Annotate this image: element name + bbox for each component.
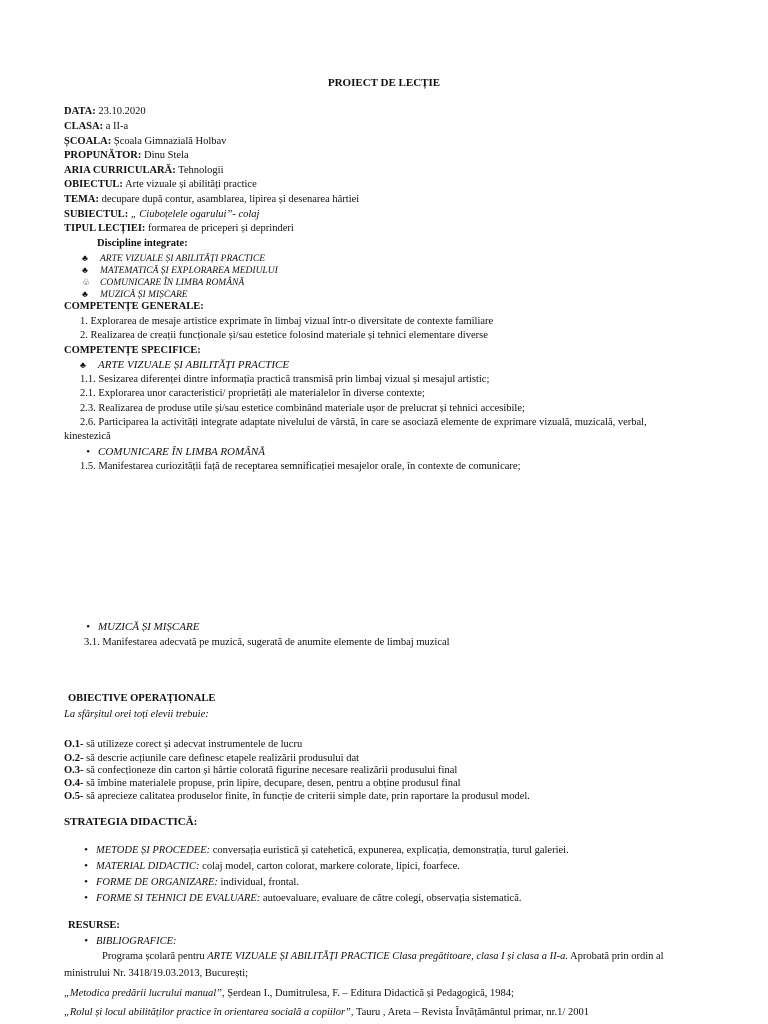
- club-icon: ♣: [82, 253, 88, 263]
- field-scoala: [64, 135, 226, 149]
- field-label: OBIECTUL:: [64, 179, 123, 190]
- strategy-item: • METODE ȘI PROCEDEE: conversația euristică și catehetică, expunerea, explicația, demonstrația, turul galeriei.: [76, 843, 569, 858]
- field-value: Tehnologii: [178, 165, 224, 176]
- bibliography-entry: „Rolul și locul abilităților practice în orientarea socială a copiilor”, Tauru , Areta – Revista Învățământul primar, nr.1/ 2001: [64, 1007, 589, 1018]
- bibliography-entry: „Metodica predării lucrului manual”, Șerdean I., Dumitrulesa, F. – Editura Didactică și Pedagogică, 1984;: [64, 988, 514, 999]
- section-heading: OBIECTIVE OPERAȚIONALE: [68, 693, 216, 704]
- list-item: 1.5. Manifestarea curiozității față de receptarea semnificației mesajelor orale, în contexte de comunicare;: [80, 461, 521, 472]
- field-obiectul: [64, 178, 257, 192]
- objective-item: O.1- să utilizeze corect și adecvat instrumentele de lucru: [64, 739, 303, 750]
- field-label: PROPUNĂTOR:: [64, 150, 142, 161]
- strategy-item: • FORME DE ORGANIZARE: individual, frontal.: [76, 875, 299, 890]
- field-label: ȘCOALA:: [64, 136, 112, 147]
- field-aria: [64, 164, 224, 178]
- objective-item: O.2- să descrie acțiunile care definesc etapele realizării produsului dat: [64, 753, 360, 764]
- field-value: „ Ciuboțelele ogarului”- colaj: [130, 209, 260, 220]
- section-heading: COMPETENȚE SPECIFICE:: [64, 345, 201, 356]
- list-item: 3.1. Manifestarea adecvată pe muzică, sugerată de anumite elemente de limbaj muzical: [84, 637, 450, 648]
- bullet-dot-icon: •: [86, 446, 90, 458]
- discipline-item: ♧ COMUNICARE ÎN LIMBA ROMÂNĂ: [82, 277, 245, 288]
- bibliography-entry: Programa școlară pentru ARTE VIZUALE ȘI ABILITĂȚI PRACTICE Clasa pregătitoare, clasa I și clasa a II-a. Aprobată prin ordin al: [102, 951, 664, 962]
- bullet-dot-icon: •: [84, 860, 88, 872]
- field-label: ARIA CURRICULARĂ:: [64, 165, 176, 176]
- bullet-dot-icon: •: [84, 876, 88, 888]
- bibliography-entry-continuation: ministrului Nr. 3418/19.03.2013, București;: [64, 968, 249, 979]
- objective-item: O.4- să îmbine materialele propuse, prin lipire, decupare, desen, pentru a obține produsul final: [64, 778, 461, 789]
- field-label: CLASA:: [64, 121, 104, 132]
- bullet-dot-icon: •: [86, 621, 90, 633]
- field-value: Arte vizuale și abilități practice: [124, 179, 257, 190]
- list-item-continuation: kinestezică: [64, 431, 111, 442]
- subsection-heading: • COMUNICARE ÎN LIMBA ROMÂNĂ: [78, 445, 265, 459]
- field-value: a II-a: [105, 121, 129, 132]
- field-value: Dinu Stela: [144, 150, 189, 161]
- objective-item: O.3- să confecționeze din carton și hârtie colorată figurine necesare realizării produsului final: [64, 765, 458, 776]
- bullet-dot-icon: •: [84, 892, 88, 904]
- discipline-heading: Discipline integrate:: [97, 238, 188, 249]
- field-value: decupare după contur, asamblarea, lipirea și desenarea hârtiei: [101, 194, 360, 205]
- list-item: 2.3. Realizarea de produse utile și/sau estetice combinând materiale ușor de prelucrat și tehnici accesibile;: [80, 403, 525, 414]
- club-icon: ♣: [80, 360, 86, 370]
- field-label: SUBIECTUL:: [64, 209, 129, 220]
- list-item: 2.6. Participarea la activități integrate adaptate nivelului de vârstă, în care se asociază elemente de exprimare vizuală, muzicală, verbal,: [80, 417, 647, 428]
- subsection-heading: • MUZICĂ ȘI MIȘCARE: [78, 620, 199, 634]
- field-value: 23.10.2020: [98, 106, 146, 117]
- strategy-item: • FORME SI TEHNICI DE EVALUARE: autoevaluare, evaluare de către colegi, observația sistematică.: [76, 891, 521, 906]
- section-intro: La sfârșitul orei toți elevii trebuie:: [64, 709, 209, 720]
- page-title: PROIECT DE LECȚIE: [327, 77, 441, 89]
- club-icon: ♣: [82, 289, 88, 299]
- discipline-item: ♣ ARTE VIZUALE ȘI ABILITĂȚI PRACTICE: [82, 253, 266, 264]
- club-icon: ♣: [82, 265, 88, 275]
- list-item: 1.1. Sesizarea diferenței dintre informația practică transmisă prin limbaj vizual și mesajul artistic;: [80, 374, 490, 385]
- field-label: DATA:: [64, 106, 96, 117]
- bullet-dot-icon: •: [84, 935, 88, 947]
- field-value: formarea de priceperi și deprinderi: [148, 223, 294, 234]
- field-label: TEMA:: [64, 194, 99, 205]
- field-tipul: [64, 222, 294, 236]
- bullet-dot-icon: •: [84, 844, 88, 856]
- club-outline-icon: ♧: [82, 277, 91, 287]
- field-value: Școala Gimnazială Holbav: [113, 136, 227, 147]
- field-label: TIPUL LECȚIEI:: [64, 223, 146, 234]
- strategy-item: • MATERIAL DIDACTIC: colaj model, carton colorat, markere colorate, lipici, foarfece.: [76, 859, 460, 874]
- section-heading: STRATEGIA DIDACTICĂ:: [64, 816, 198, 828]
- field-propunator: [64, 149, 189, 163]
- subsection-heading: ♣ ARTE VIZUALE ȘI ABILITĂȚI PRACTICE: [80, 359, 290, 371]
- field-subiectul: [64, 208, 259, 222]
- field-clasa: [64, 120, 128, 134]
- list-item: 1. Explorarea de mesaje artistice exprimate în limbaj vizual într-o diversitate de contexte familiare: [80, 316, 494, 327]
- discipline-item: ♣ MATEMATICĂ ȘI EXPLORAREA MEDIULUI: [82, 265, 278, 276]
- field-tema: [64, 193, 359, 207]
- section-heading: RESURSE:: [68, 920, 120, 931]
- list-item: 2. Realizarea de creații funcționale și/sau estetice folosind materiale și tehnici elementare diverse: [80, 330, 488, 341]
- list-item: 2.1. Explorarea unor caracteristici/ proprietăți ale materialelor în diverse contexte;: [80, 388, 425, 399]
- discipline-item: ♣ MUZICĂ ȘI MIȘCARE: [82, 289, 188, 300]
- subsection-heading: • BIBLIOGRAFICE:: [76, 934, 176, 949]
- section-heading: COMPETENȚE GENERALE:: [64, 301, 204, 312]
- field-data: [64, 105, 146, 119]
- objective-item: O.5- să aprecieze calitatea produselor finite, în funcție de criterii simple date, prin raportare la produsul model.: [64, 791, 530, 802]
